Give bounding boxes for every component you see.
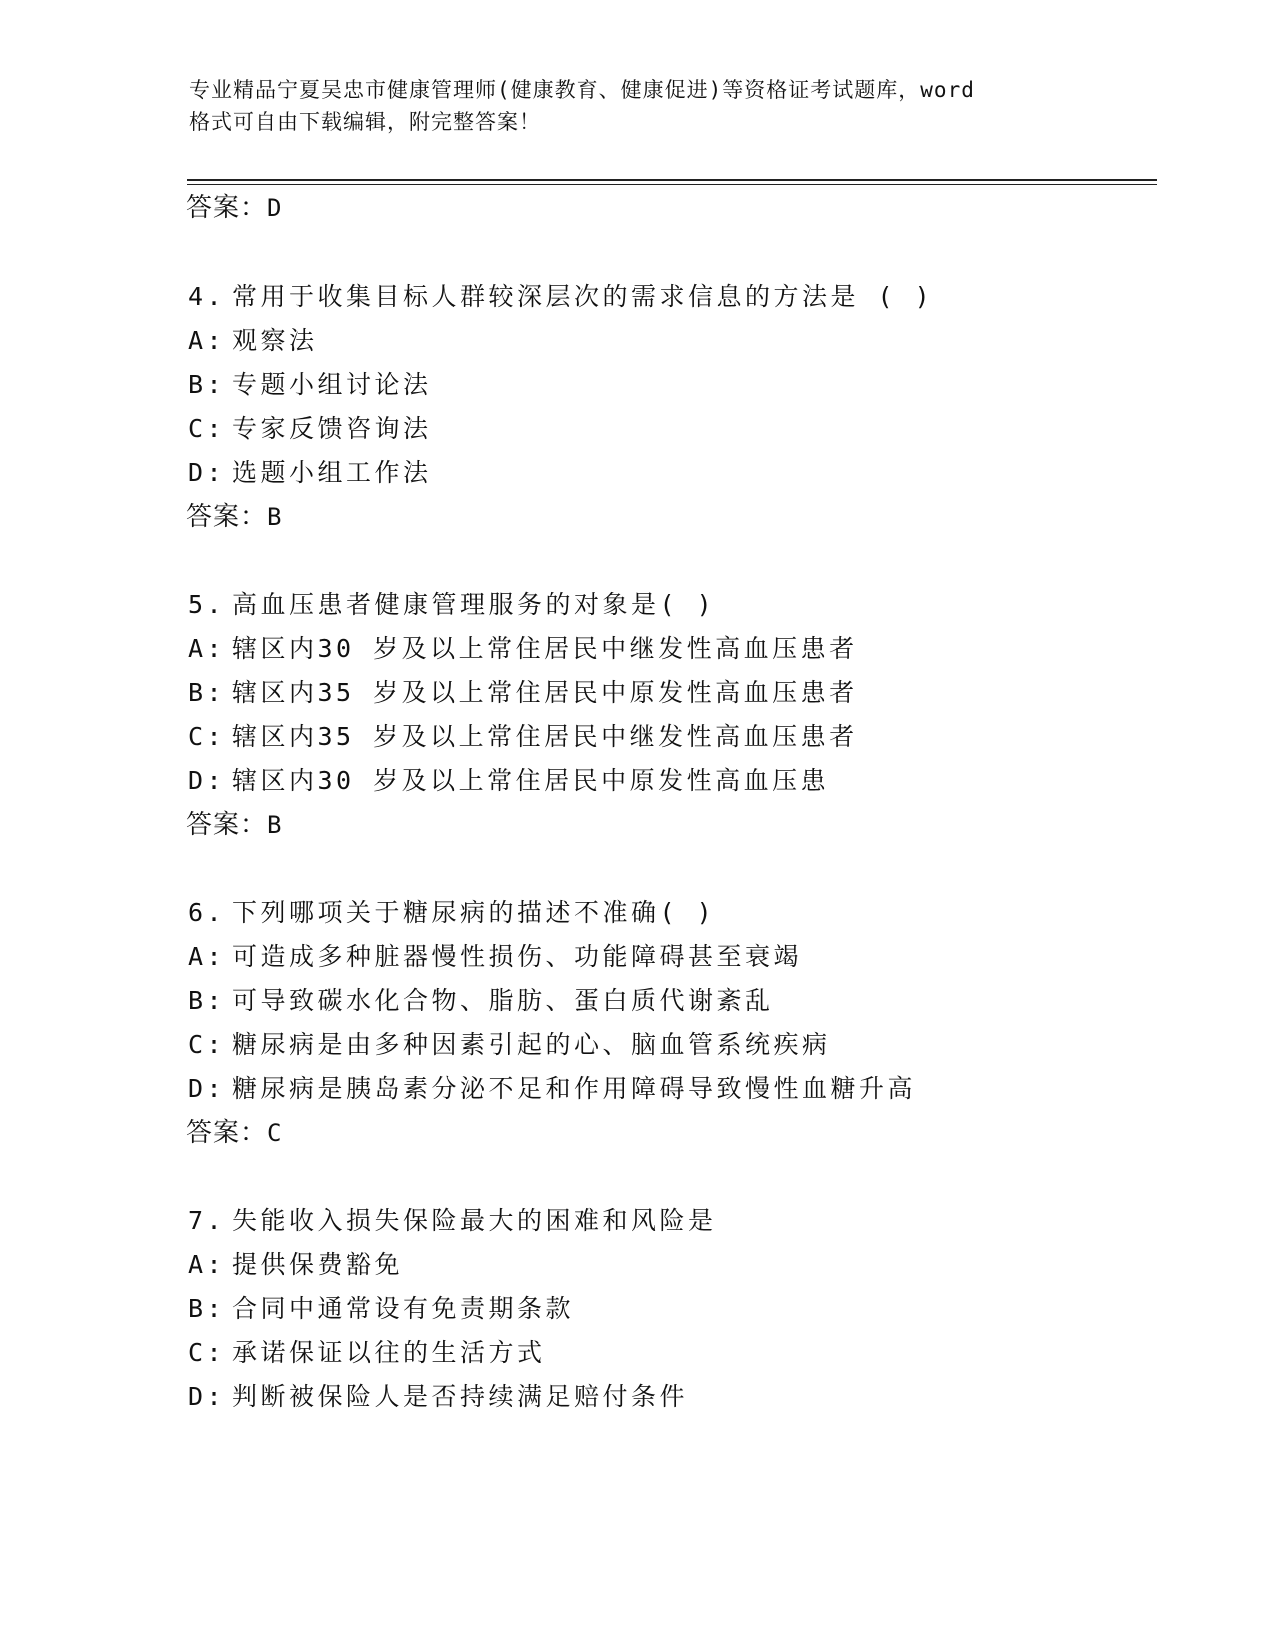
option-line [188, 984, 774, 1018]
question-stem [188, 588, 715, 622]
question-number: 4. [188, 282, 226, 311]
document-header [189, 74, 1089, 138]
option-line [188, 764, 829, 798]
option-line [188, 324, 318, 358]
option-line [188, 1248, 403, 1282]
option-line [188, 1336, 546, 1370]
option-line [188, 368, 432, 402]
answer-label: 答案： [186, 193, 268, 223]
option-text: 观察法 [232, 326, 318, 355]
header-divider-thick [187, 179, 1157, 181]
question-number: 6. [188, 898, 226, 927]
answer-value: D [267, 194, 283, 222]
option-text: 糖尿病是由多种因素引起的心、脑血管系统疾病 [232, 1030, 831, 1059]
option-text: 辖区内35 岁及以上常住居民中原发性高血压患者 [232, 678, 858, 707]
option-label: C: [188, 722, 226, 751]
question-number: 5. [188, 590, 226, 619]
question-stem [188, 280, 933, 314]
answer-label: 答案： [186, 1118, 268, 1148]
option-text: 辖区内30 岁及以上常住居民中继发性高血压患者 [232, 634, 858, 663]
option-label: B: [188, 1294, 226, 1323]
answer-label: 答案： [186, 502, 268, 532]
option-line [188, 720, 858, 754]
option-label: C: [188, 1030, 226, 1059]
option-label: B: [188, 986, 226, 1015]
option-label: D: [188, 1382, 226, 1411]
question-text: 下列哪项关于糖尿病的描述不准确( ) [232, 898, 716, 927]
option-label: B: [188, 678, 226, 707]
option-line [188, 940, 802, 974]
option-text: 专题小组讨论法 [232, 370, 432, 399]
option-label: C: [188, 414, 226, 443]
answer-value: B [267, 811, 283, 839]
option-text: 承诺保证以往的生活方式 [232, 1338, 546, 1367]
option-text: 可造成多种脏器慢性损伤、功能障碍甚至衰竭 [232, 942, 803, 971]
question-text: 失能收入损失保险最大的困难和风险是 [232, 1206, 717, 1235]
option-line [188, 676, 858, 710]
option-text: 提供保费豁免 [232, 1250, 404, 1279]
option-line [188, 632, 858, 666]
option-line [188, 1292, 574, 1326]
header-divider-thin [187, 184, 1157, 185]
option-text: 可导致碳水化合物、脂肪、蛋白质代谢紊乱 [232, 986, 774, 1015]
option-text: 糖尿病是胰岛素分泌不足和作用障碍导致慢性血糖升高 [232, 1074, 917, 1103]
answer-value: C [267, 1119, 283, 1147]
option-label: A: [188, 942, 226, 971]
option-text: 专家反馈咨询法 [232, 414, 432, 443]
option-label: D: [188, 1074, 226, 1103]
answer-line [186, 500, 282, 534]
option-label: B: [188, 370, 226, 399]
answer-value: B [267, 503, 283, 531]
header-line-2: 格式可自由下载编辑，附完整答案！ [189, 110, 541, 134]
option-line [188, 456, 432, 490]
answer-line [186, 808, 282, 842]
option-text: 辖区内30 岁及以上常住居民中原发性高血压患 [232, 766, 830, 795]
option-text: 辖区内35 岁及以上常住居民中继发性高血压患者 [232, 722, 858, 751]
question-number: 7. [188, 1206, 226, 1235]
question-text: 高血压患者健康管理服务的对象是( ) [232, 590, 716, 619]
answer-line [186, 191, 282, 225]
question-stem [188, 896, 715, 930]
option-line [188, 1028, 831, 1062]
option-label: A: [188, 326, 226, 355]
answer-label: 答案： [186, 810, 268, 840]
option-label: D: [188, 458, 226, 487]
question-stem [188, 1204, 717, 1238]
option-label: A: [188, 1250, 226, 1279]
option-line [188, 412, 432, 446]
option-line [188, 1380, 688, 1414]
option-text: 选题小组工作法 [232, 458, 432, 487]
option-line [188, 1072, 916, 1106]
option-text: 合同中通常设有免责期条款 [232, 1294, 575, 1323]
option-label: D: [188, 766, 226, 795]
answer-line [186, 1116, 282, 1150]
option-label: A: [188, 634, 226, 663]
question-text: 常用于收集目标人群较深层次的需求信息的方法是 ( ) [232, 282, 934, 311]
header-line-1: 专业精品宁夏吴忠市健康管理师(健康教育、健康促进)等资格证考试题库，word [189, 78, 975, 102]
option-text: 判断被保险人是否持续满足赔付条件 [232, 1382, 689, 1411]
option-label: C: [188, 1338, 226, 1367]
